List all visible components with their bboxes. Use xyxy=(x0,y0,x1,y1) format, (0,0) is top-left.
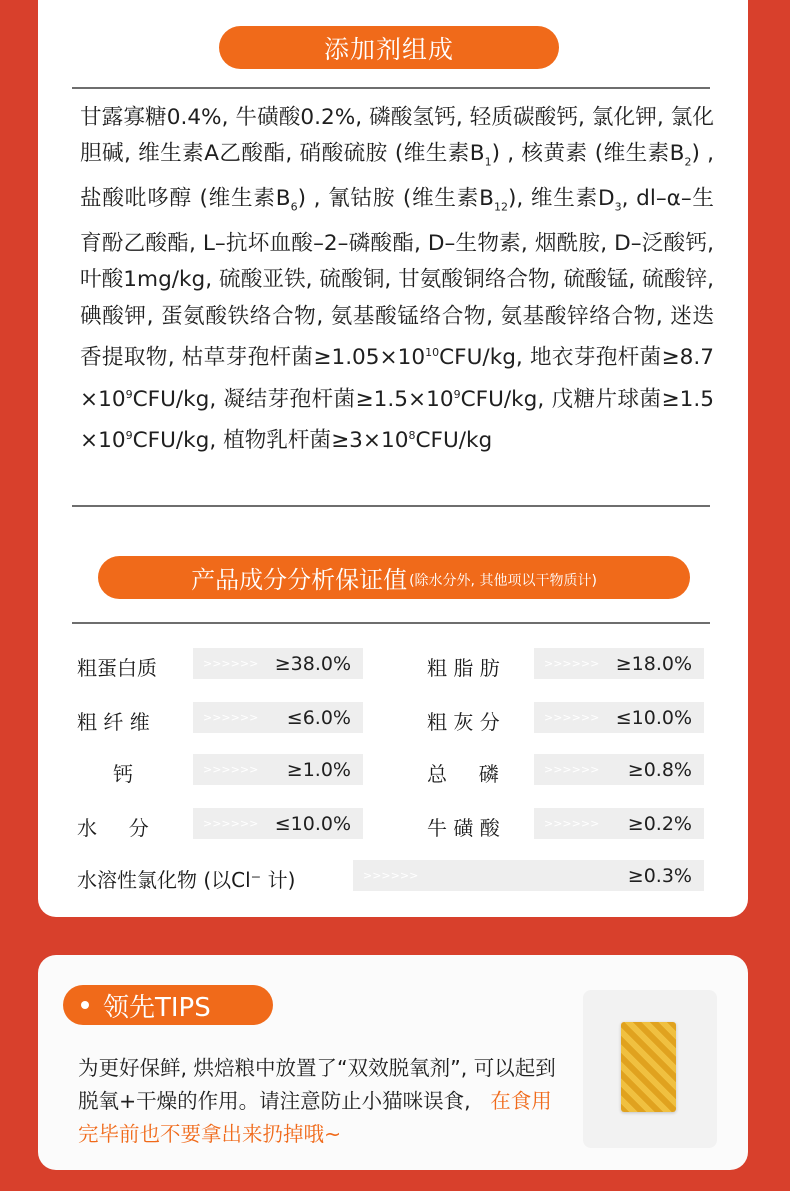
nutrient-value-chloride: ≥0.3% xyxy=(627,864,692,887)
nutrient-bar-protein: >>>>>> ≥38.0% xyxy=(193,648,363,679)
additives-title-pill xyxy=(219,26,559,69)
nutrient-label-calcium: 钙 xyxy=(113,762,133,786)
tips-title-pill xyxy=(63,985,273,1025)
nutrient-label-chloride: 水溶性氯化物 (以Cl⁻ 计) xyxy=(77,868,296,892)
nutrient-value-moisture: ≤10.0% xyxy=(274,812,351,835)
nutrient-label-ash: 粗 灰 分 xyxy=(427,710,500,734)
divider xyxy=(72,87,710,89)
nutrient-bar-fiber: >>>>>> ≤6.0% xyxy=(193,702,363,733)
nutrient-value-calcium: ≥1.0% xyxy=(286,758,351,781)
nutrient-bar-chloride: >>>>>> ≥0.3% xyxy=(353,860,704,891)
nutrient-bar-moisture: >>>>>> ≤10.0% xyxy=(193,808,363,839)
analysis-title: 产品成分分析保证值 xyxy=(191,566,408,594)
nutrient-value-taurine: ≥0.2% xyxy=(627,812,692,835)
nutrient-bar-phosphorus: >>>>>> ≥0.8% xyxy=(534,754,704,785)
tips-title: 领先TIPS xyxy=(103,992,211,1023)
nutrient-bar-fat: >>>>>> ≥18.0% xyxy=(534,648,704,679)
nutrient-value-phosphorus: ≥0.8% xyxy=(627,758,692,781)
nutrient-value-fiber: ≤6.0% xyxy=(286,706,351,729)
nutrient-bar-ash: >>>>>> ≤10.0% xyxy=(534,702,704,733)
tips-highlight: 在食用完毕前也不要拿出来扔掉哦~ xyxy=(78,1089,552,1146)
additives-title: 添加剂组成 xyxy=(323,34,454,64)
nutrient-label-taurine: 牛 磺 酸 xyxy=(427,816,500,840)
analysis-subtitle: (除水分外, 其他项以干物质计) xyxy=(409,573,597,589)
additives-list: 甘露寡糖0.4%, 牛磺酸0.2%, 磷酸氢钙, 轻质碳酸钙, 氯化钾, 氯化胆碱, 维生素A乙酸酯, 硝酸硫胺 (维生素$B_1$) , 核黄素 (维生素$B_2$) , 盐酸吡哆醇 (维生素$B_6$) , 氰钴胺 (维生素$B_{12}$), 维生素$D_3$, dl–α–生育酚乙酸酯, L–抗坏血酸–2–磷酸酯, D–生物素, 烟酰胺, D–泛酸钙, 叶酸1mg/kg, 硫酸亚铁, 硫酸铜, 甘氨酸铜络合物, 硫酸锰, 硫酸锌, 碘酸钾, 蛋氨酸铁络合物, 氨基酸锰络合物, 氨基酸锌络合物, 迷迭香提取物, 枯草芽孢杆菌$\ge 1.05\times 10^{10}CFU/kg$, 地衣芽孢杆菌$\ge 8.7\times 10^9CFU/kg$, 凝结芽孢杆菌$\ge 1.5\times 10^9CFU/kg$, 戊糖片球菌$\ge 1.5\times 10^9CFU/kg$, 植物乳杆菌$\ge 3\times 10^8CFU/kg$ xyxy=(80,105,715,454)
divider xyxy=(72,622,710,624)
nutrient-bar-taurine: >>>>>> ≥0.2% xyxy=(534,808,704,839)
nutrient-bar-calcium: >>>>>> ≥1.0% xyxy=(193,754,363,785)
nutrient-label-phosphorus: 总 磷 xyxy=(427,762,499,786)
nutrient-value-ash: ≤10.0% xyxy=(615,706,692,729)
divider xyxy=(72,505,710,507)
nutrient-label-fiber: 粗 纤 维 xyxy=(77,710,150,734)
nutrient-label-fat: 粗 脂 肪 xyxy=(427,656,500,680)
nutrient-label-moisture: 水 分 xyxy=(77,816,149,840)
nutrient-value-protein: ≥38.0% xyxy=(274,652,351,675)
bullet-dot-icon xyxy=(81,1001,89,1009)
nutrient-label-protein: 粗蛋白质 xyxy=(77,656,157,680)
nutrient-value-fat: ≥18.0% xyxy=(615,652,692,675)
oxygen-absorber-packet-icon xyxy=(621,1022,676,1112)
analysis-title-pill xyxy=(98,556,690,599)
tips-text: 为更好保鲜, 烘焙粮中放置了“双效脱氧剂”, 可以起到脱氧+干燥的作用。请注意防止小猫咪误食, 在食用完毕前也不要拿出来扔掉哦~ xyxy=(78,1056,556,1146)
